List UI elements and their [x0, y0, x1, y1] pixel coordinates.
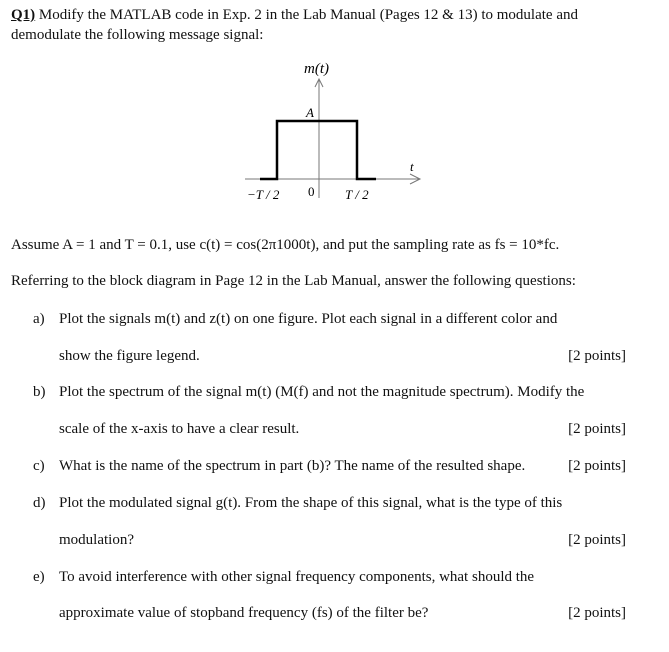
question-label: Q1) [11, 7, 36, 23]
question-header [11, 5, 659, 45]
points-label: [2 points] [568, 348, 626, 364]
points-label: [2 points] [568, 532, 626, 548]
item-letter: b) [33, 384, 46, 400]
x-axis-label: t [410, 159, 414, 174]
tick-label-left: −T / 2 [247, 187, 280, 202]
item-line-1: To avoid interference with other signal frequency components, what should the [59, 569, 535, 585]
item-line-2: modulation? [59, 532, 134, 548]
points-label: [2 points] [568, 605, 626, 621]
item-letter: a) [33, 311, 45, 327]
tick-label-zero: 0 [308, 184, 315, 199]
pulse-plot [230, 55, 430, 215]
question-intro: Modify the MATLAB code in Exp. 2 in the Lab Manual (Pages 12 & 13) to modulate and [38, 7, 578, 23]
item-line-1: What is the name of the spectrum in part (b)? The name of the resulted shape. [59, 458, 526, 474]
rect-pulse [260, 121, 376, 179]
tick-label-right: T / 2 [345, 187, 369, 202]
assumptions-text: Assume A = 1 and T = 0.1, use c(t) = cos(2π1000t), and put the sampling rate as fs = 10*fc. [11, 237, 560, 253]
item-line-2: scale of the x-axis to have a clear result. [59, 421, 300, 437]
item-line-2: approximate value of stopband frequency (fs) of the filter be? [59, 605, 429, 621]
item-letter: c) [33, 458, 45, 474]
question-intro-cont: demodulate the following message signal: [11, 27, 264, 43]
item-line-2: show the figure legend. [59, 348, 200, 364]
item-letter: e) [33, 569, 45, 585]
y-axis-label: m(t) [304, 61, 329, 77]
item-line-1: Plot the signals m(t) and z(t) on one figure. Plot each signal in a different color and [59, 311, 558, 327]
question-intro-line [11, 5, 659, 25]
item-letter: d) [33, 495, 46, 511]
points-label: [2 points] [568, 421, 626, 437]
points-label: [2 points] [568, 458, 626, 474]
amplitude-label: A [306, 105, 314, 120]
item-line-1: Plot the modulated signal g(t). From the shape of this signal, what is the type of this [59, 495, 563, 511]
instructions-text: Referring to the block diagram in Page 12 in the Lab Manual, answer the following questions: [11, 273, 576, 289]
item-line-1: Plot the spectrum of the signal m(t) (M(f) and not the magnitude spectrum). Modify the [59, 384, 585, 400]
pulse-figure [230, 55, 430, 215]
